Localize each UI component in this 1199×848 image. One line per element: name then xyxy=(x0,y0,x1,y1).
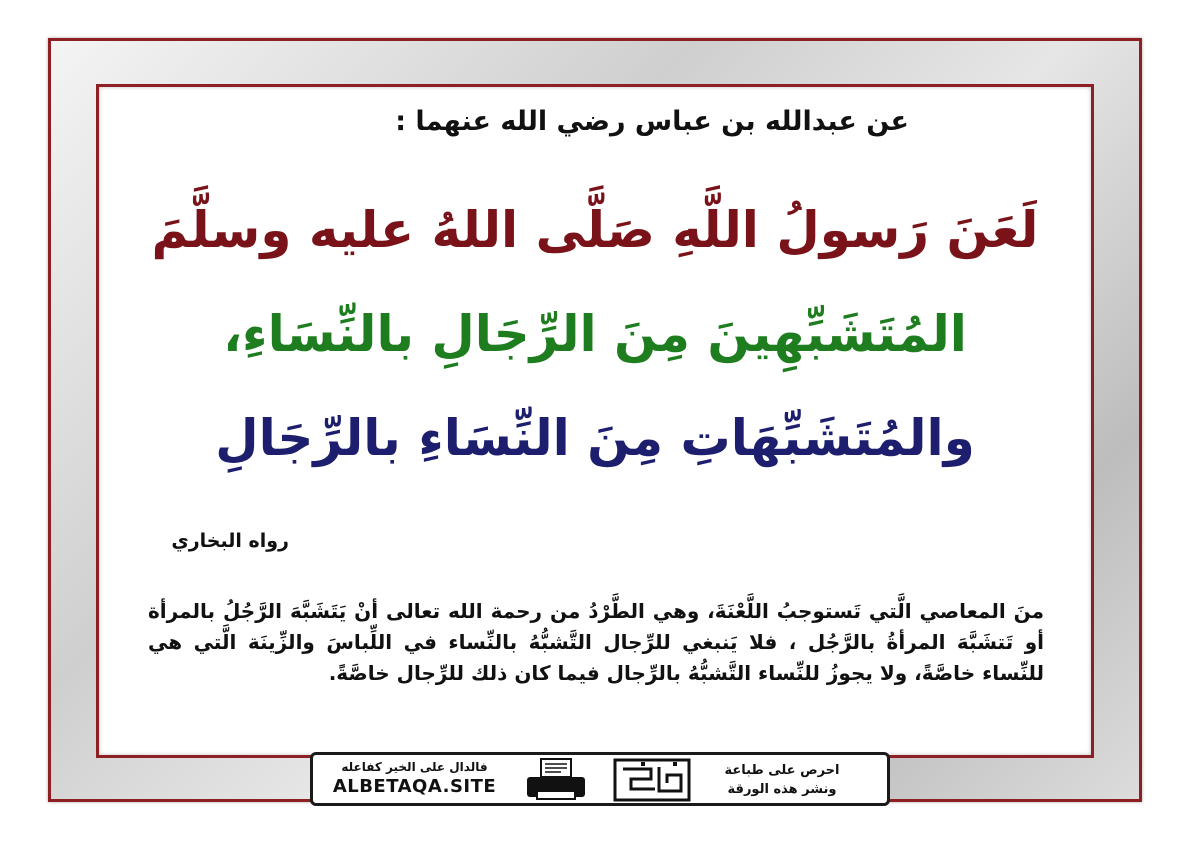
site-link[interactable]: ALBETAQA.SITE xyxy=(332,776,497,797)
footer-cta-line-2: ونشر هذه الورقة xyxy=(727,782,837,797)
source-attribution: رواه البخاري xyxy=(171,530,289,552)
footer-bar xyxy=(310,752,890,806)
footer-site-block xyxy=(327,759,502,799)
narrator-heading: عن عبدالله بن عباس رضي الله عنهما : xyxy=(395,106,909,137)
hadith-line-3: والمُتَشَبِّهَاتِ مِنَ النِّسَاءِ بالرِّجَالِ xyxy=(215,409,975,467)
printer-icon xyxy=(521,757,591,803)
footer-call-to-action xyxy=(697,761,867,799)
explanation-paragraph: منَ المعاصي الَّتي تَستوجبُ اللَّعْنَةَ، وهي الطَّرْدُ من رحمة الله تعالى أنْ يَتَشَبَّهَ الرَّجُلُ بالمرأة أو تَتشَبَّهَ المرأةُ بالرَّجُل ، فلا يَنبغي للرِّجال التَّشبُّهُ بالنِّساء في اللِّباسَ والزِّينَة الَّتي هي للنِّساء خاصَّةً، ولا يجوزُ للنِّساء التَّشبُّهُ بالرِّجال فيما كان ذلك للرِّجال خاصَّةً. xyxy=(148,599,1044,685)
hadith-line-2: المُتَشَبِّهِينَ مِنَ الرِّجَالِ بالنِّسَاءِ، xyxy=(223,305,967,363)
dawah-logo xyxy=(611,757,693,803)
footer-cta-line-1: احرص على طباعة xyxy=(724,763,840,778)
footer-slogan: فالدال على الخير كفاعله xyxy=(341,760,488,774)
logo-icon xyxy=(611,757,693,803)
hadith-line-1: لَعَنَ رَسولُ اللَّهِ صَلَّى اللهُ عليه وسلَّمَ xyxy=(151,201,1039,259)
